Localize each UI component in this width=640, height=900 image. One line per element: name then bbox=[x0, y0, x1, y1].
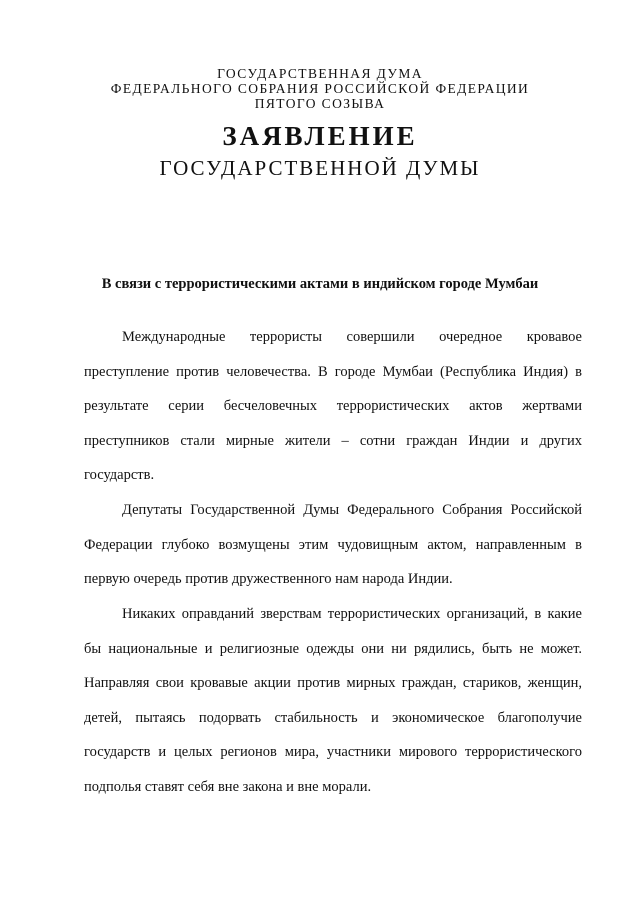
header-line-convocation: ПЯТОГО СОЗЫВА bbox=[254, 96, 386, 111]
header-line-duma: ГОСУДАРСТВЕННАЯ ДУМА bbox=[217, 66, 423, 81]
paragraph-2: Депутаты Государственной Думы Федерального Собрания Российской Федерации глубоко возмущены этим чудовищным актом, направленным в первую очередь против дружественного нам народа Индии. bbox=[84, 502, 582, 587]
paragraph-1: Международные террористы совершили очередное кровавое преступление против человечества. В городе Мумбаи (Республика Индия) в результате серии бесчеловечных террористических актов жертвами преступников стали мирные жители – сотни граждан Индии и других государств. bbox=[84, 329, 582, 483]
header-line-assembly: ФЕДЕРАЛЬНОГО СОБРАНИЯ РОССИЙСКОЙ ФЕДЕРАЦИИ bbox=[110, 81, 530, 96]
paragraph-3: Никаких оправданий зверствам террористических организаций, в какие бы национальные и религиозные одежды они ни рядились, быть не может. Направляя свои кровавые акции против мирных граждан, стариков, женщин, детей, пытаясь подорвать стабильность и экономическое благополучие государств и целых регионов мира, участники мирового террористического подполья ставят себя вне закона и вне морали. bbox=[84, 606, 582, 795]
document-subtitle: ГОСУДАРСТВЕННОЙ ДУМЫ bbox=[159, 156, 481, 180]
document-title: ЗАЯВЛЕНИЕ bbox=[222, 121, 418, 151]
statement-heading: В связи с террористическими актами в индийском городе Мумбаи bbox=[101, 276, 539, 292]
